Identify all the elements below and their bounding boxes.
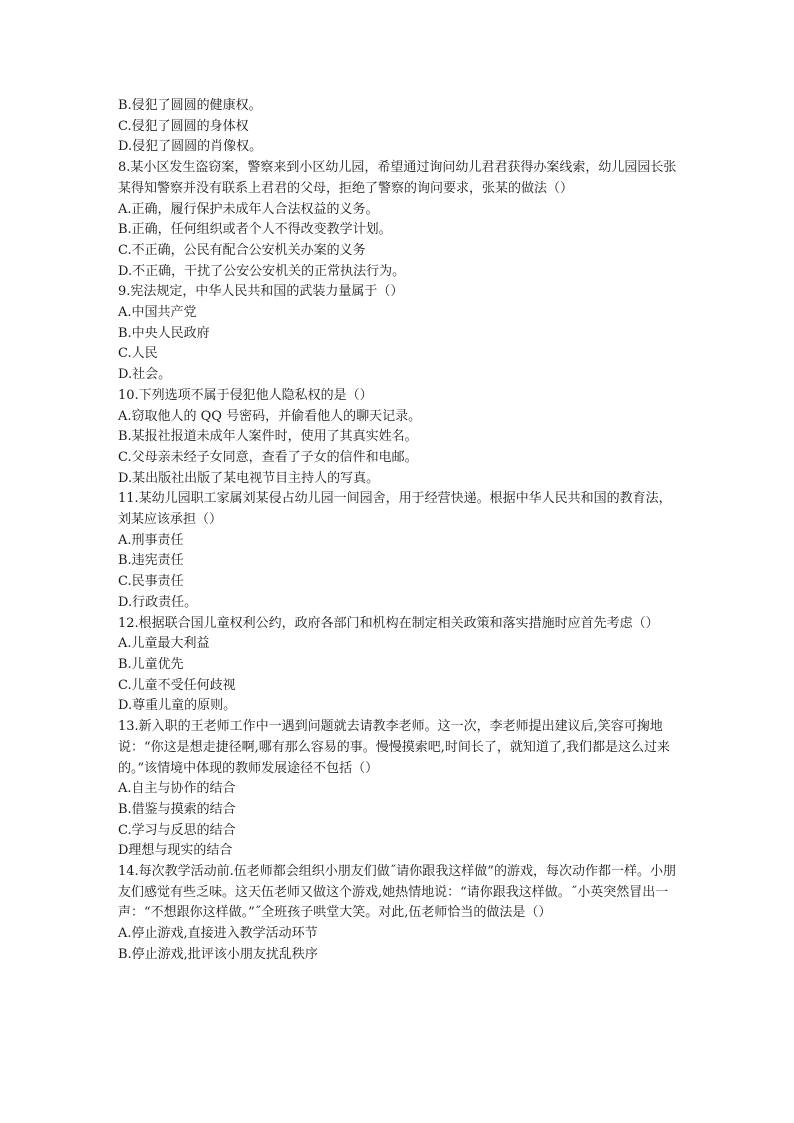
question-12: 12.根据联合国儿童权利公约，政府各部门和机构在制定相关政策和落实措施时应首先考虑（） [118, 615, 659, 631]
option-line: B.借鉴与摸索的结合 [118, 801, 236, 817]
question-10: 10.下列选项不属于侵犯他人隐私权的是（） [118, 387, 373, 403]
option-line: C.儿童不受任何歧视 [118, 677, 236, 693]
option-line: D.尊重儿童的原则。 [118, 698, 237, 714]
option-line: C.学习与反思的结合 [118, 822, 236, 838]
option-line: A.窃取他人的 QQ 号密码，并偷看他人的聊天记录。 [118, 408, 422, 424]
question-8: 8.某小区发生盗窃案，警察来到小区幼儿园，希望通过询问幼儿君君获得办案线索，幼儿园园长张某得知警察并没有联系上君君的父母，拒绝了警察的询问要求，张某的做法（） [118, 160, 677, 196]
option-line: B.停止游戏,批评该小朋友扰乱秩序 [118, 946, 318, 962]
option-line: B.侵犯了圆圆的健康权。 [118, 98, 262, 113]
option-line: B.某报社报道未成年人案件时，使用了其真实姓名。 [118, 429, 418, 445]
document-page [118, 96, 678, 966]
option-line: A.停止游戏,直接进入教学活动环节 [118, 926, 318, 942]
question-9: 9.宪法规定，中华人民共和国的武装力量属于（） [118, 284, 404, 300]
option-line: B.儿童优先 [118, 656, 184, 672]
question-13: 13.新入职的王老师工作中一遇到问题就去请教李老师。这一次，李老师提出建议后,笑容可掬地说：“你这是想走捷径啊,哪有那么容易的事。慢慢摸索吧,时间长了，就知道了,我们都是这么过来的。”该情境中体现的教师发展途径不包括（） [118, 719, 671, 776]
option-line: A.刑事责任 [118, 532, 184, 548]
option-line: A.正确，履行保护未成年人合法权益的义务。 [118, 201, 379, 217]
option-line: A.儿童最大利益 [118, 636, 210, 652]
option-line: C.父母亲未经子女同意，查看了子女的信件和电邮。 [118, 449, 418, 465]
question-11: 11.某幼儿园职工家属刘某侵占幼儿园一间园舍，用于经营快递。根据中华人民共和国的教育法，刘某应该承担（） [118, 491, 672, 528]
option-line: C.人民 [118, 346, 158, 362]
option-line: D.某出版社出版了某电视节目主持人的写真。 [118, 470, 380, 486]
option-line: C.不正确，公民有配合公安机关办案的义务 [118, 242, 366, 258]
option-line: B.中央人民政府 [118, 325, 210, 341]
option-line: B.正确，任何组织或者个人不得改变教学计划。 [118, 222, 392, 238]
option-line: A.自主与协作的结合 [118, 781, 236, 797]
option-line: D.行政责任。 [118, 594, 198, 610]
option-line: D.社会。 [118, 367, 172, 383]
option-line: C.民事责任 [118, 574, 184, 590]
question-14: 14.每次教学活动前.伍老师都会组织小朋友们做˝请你跟我这样做”的游戏，每次动作都一样。小朋友们感觉有些乏味。这天伍老师又做这个游戏,她热情地说：“请你跟我这样做。˝小英突然冒出一声：“不想跟你这样做。”˝全班孩子哄堂大笑。对此,伍老师恰当的做法是（） [118, 864, 676, 921]
option-line: B.违宪责任 [118, 553, 184, 569]
option-line: D理想与现实的结合 [118, 843, 233, 859]
option-line: C.侵犯了圆圆的身体权 [118, 118, 249, 134]
option-line: A.中国共产党 [118, 305, 197, 321]
option-line: D.侵犯了圆圆的肖像权。 [118, 139, 263, 155]
option-line: D.不正确，干扰了公安公安机关的正常执法行为。 [118, 263, 406, 279]
